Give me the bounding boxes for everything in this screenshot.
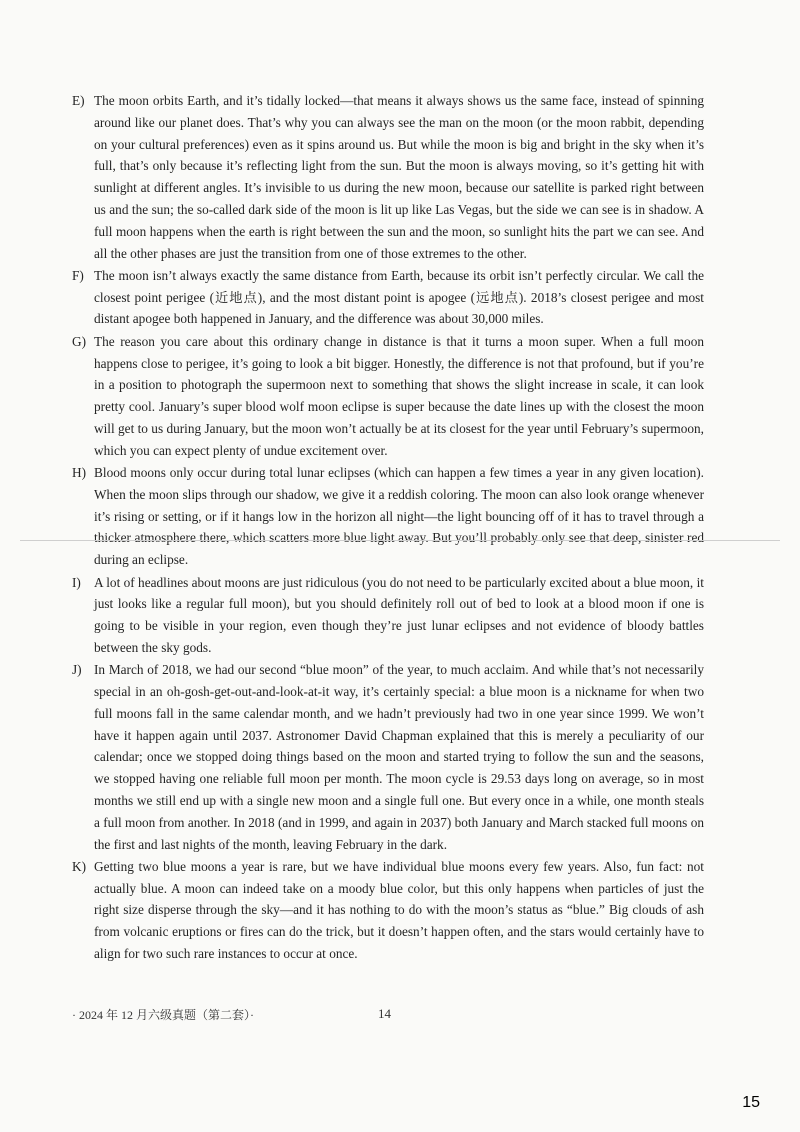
paragraph-text: A lot of headlines about moons are just ridiculous (you do not need to be particularly excited about a blue moon, it just looks like a regular full moon), but you should definitely roll out of bed to look at a blood moon if one is going to be visible in your region, even though they’re just lunar eclipses and not evidence of bloody battles between the sky gods. [94, 574, 704, 655]
paragraph-e [72, 90, 704, 264]
paragraph-i [72, 572, 704, 659]
paragraph-letter: I) [72, 574, 81, 590]
article-body [72, 90, 704, 965]
paragraph-letter: E) [72, 93, 85, 108]
footer-page-number: 14 [378, 1006, 391, 1021]
exam-source-label: · 2024 年 12 月六级真题（第二套）· [72, 1008, 254, 1022]
paragraph-letter: J) [72, 662, 82, 678]
paragraph-text: Getting two blue moons a year is rare, but we have individual blue moons every few years. Also, fun fact: not actually blue. A moon can indeed take on a moody blue color, but this only happens when particles of just the right size disperse through the sky—and it has nothing to do with the moon’s status as “blue.” Big clouds of ash from volcanic eruptions or fires can do the trick, but it doesn’t happen often, and the stars would certainly have to align for two such rare instances to occur at once. [94, 858, 704, 962]
paragraph-j [72, 659, 704, 855]
paragraph-h [72, 462, 704, 571]
paragraph-text: The reason you care about this ordinary change in distance is that it turns a moon super. When a full moon happens close to perigee, it’s going to look a bit bigger. Honestly, the difference is not that profound, but if you’re in a position to photograph the supermoon next to something that shows the slight increase in scale, it can look pretty cool. January’s super blood wolf moon eclipse is super because the date lines up with the closest the moon will get to us during January, but the moon won’t actually be at its closest for the year until February’s supermoon, which you can expect plenty of undue excitement over. [94, 333, 704, 458]
paragraph-g [72, 331, 704, 462]
paragraph-text: Blood moons only occur during total lunar eclipses (which can happen a few times a year in any given location). When the moon slips through our shadow, we give it a reddish coloring. The moon can also look orange whenever it’s rising or setting, or if it hangs low in the horizon all night—the light bouncing off of it has to travel through a thicker atmosphere there, which scatters more blue light away. But you’ll probably only see that deep, sinister red during an eclipse. [94, 465, 704, 568]
paragraph-k [72, 856, 704, 965]
paragraph-letter: G) [72, 333, 87, 349]
paragraph-f [72, 265, 704, 330]
paragraph-text: The moon orbits Earth, and it’s tidally locked—that means it always shows us the same face, instead of spinning around like our planet does. That’s why you can always see the man on the moon (or the moon rabbit, depending on your cultural preferences) even as it spins around us. But while the moon is big and bright in the sky when it’s full, that’s only because it’s reflecting light from the sun. But the moon is always moving, so it’s getting hit with sunlight at different angles. It’s invisible to us during the new moon, because our satellite is parked right between us and the sun; the so-called dark side of the moon is lit up like Las Vegas, but the side we can see is in shadow. A full moon happens when the earth is right between the sun and the moon, so sunlight hits the part we can see. And all the other phases are just the transition from one of those extremes to the other. [94, 93, 704, 261]
paragraph-text: In March of 2018, we had our second “blue moon” of the year, to much acclaim. And while that’s not necessarily special in an oh-gosh-get-out-and-look-at-it way, it’s certainly special: a blue moon is a nickname for when two full moons fall in the same calendar month, and we hadn’t previously had two in one year since 1999. We won’t have it happen again until 2037. Astronomer David Chapman explained that this is merely a peculiarity of our calendar; once we stopped doing things based on the moon and started trying to follow the sun and the seasons, we stopped having one reliable full moon per month. The moon cycle is 29.53 days long on average, so in most months we still end up with a single new moon and a single full one. But every once in a while, one month steals a full moon from another. In 2018 (and in 1999, and again in 2037) both January and March stacked full moons on the first and last nights of the month, leaving February in the dark. [94, 662, 704, 852]
paragraph-letter: K) [72, 858, 87, 874]
paragraph-letter: H) [72, 465, 87, 481]
paragraph-text: The moon isn’t always exactly the same distance from Earth, because its orbit isn’t perfectly circular. We call the closest point perigee (近地点), and the most distant point is apogee (远地点). 2018’s closest perigee and most distant apogee both happened in January, and the difference was about 30,000 miles. [94, 267, 704, 327]
corner-page-number: 15 [742, 1094, 760, 1111]
scan-fold-line [20, 540, 780, 541]
paragraph-letter: F) [72, 267, 84, 283]
